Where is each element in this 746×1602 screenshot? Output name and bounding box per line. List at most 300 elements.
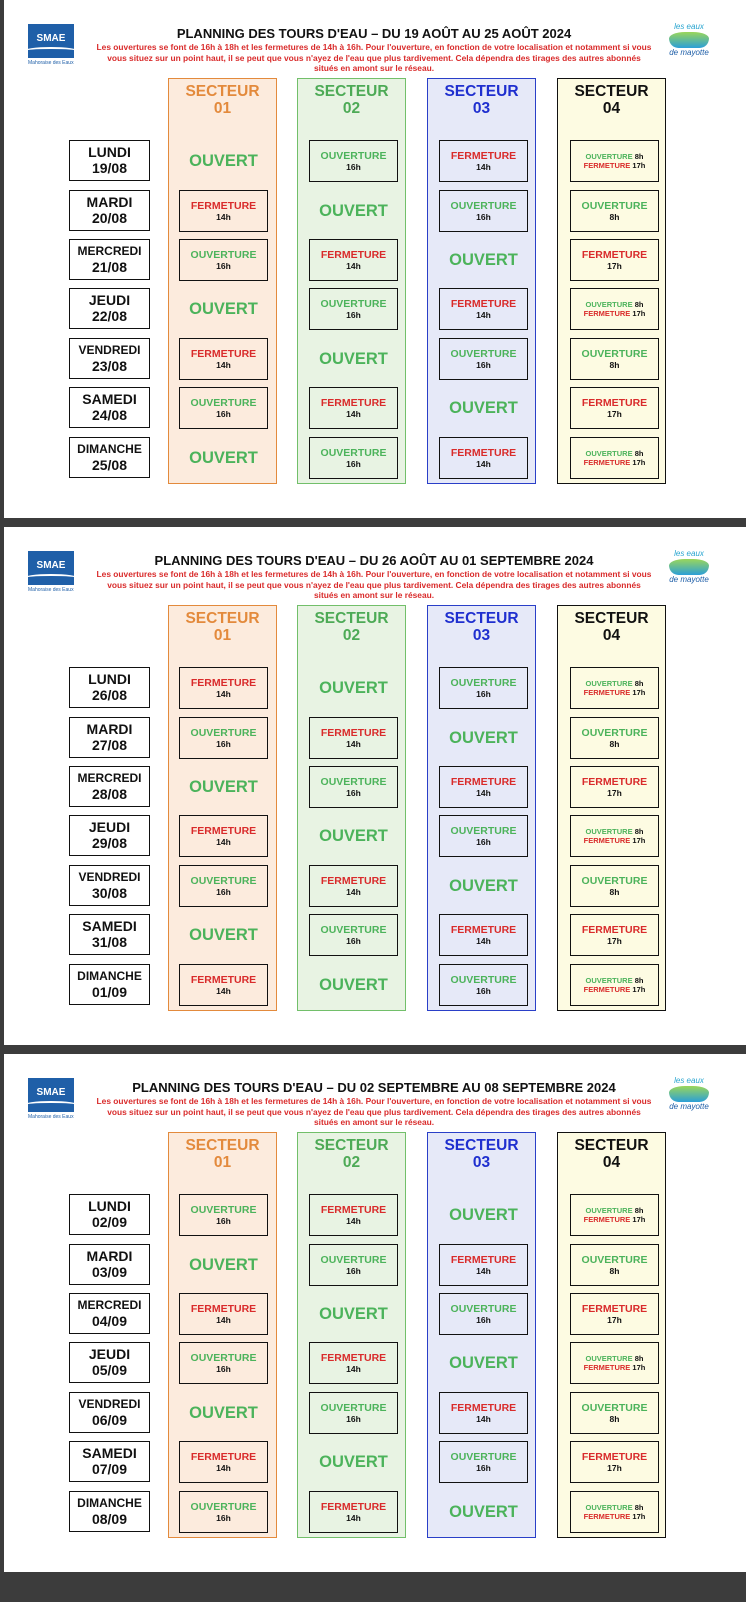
status-fermeture: FERMETURE [450, 923, 517, 936]
status-ouverture: OUVERTURE [585, 151, 633, 161]
status-open: OUVERT [449, 1502, 518, 1521]
status-fermeture: FERMETURE [583, 1214, 631, 1224]
wave-icon [669, 1086, 709, 1102]
sector-number: 03 [472, 1154, 491, 1171]
page-title: PLANNING DES TOURS D'EAU – DU 26 AOÛT AU 01 SEPTEMBRE 2024 [154, 553, 594, 568]
day-name: VENDREDI [78, 870, 141, 884]
day-label [69, 288, 150, 329]
status-line [571, 985, 658, 994]
day-date: 01/09 [91, 984, 128, 1000]
schedule-cell [570, 766, 659, 808]
status-time: 14h [216, 359, 231, 370]
status-fermeture: FERMETURE [583, 984, 631, 994]
status-fermeture: FERMETURE [581, 775, 648, 788]
sector-title: SECTEUR [314, 610, 389, 627]
sector-title: SECTEUR [314, 83, 389, 100]
status-line [571, 161, 658, 170]
day-name: VENDREDI [78, 343, 141, 357]
status-line [571, 309, 658, 318]
status-open: OUVERT [449, 876, 518, 895]
status-time: 8h [609, 738, 620, 749]
sector-number: 01 [213, 1154, 232, 1171]
day-name: DIMANCHE [77, 442, 142, 456]
logo-text-bottom: de mayotte [669, 48, 709, 57]
schedule-cell [570, 914, 659, 956]
status-time: 16h [346, 787, 361, 798]
status-ouverture: OUVERTURE [585, 678, 633, 688]
schedule-cell [439, 239, 528, 281]
status-line [571, 1363, 658, 1372]
status-open: OUVERT [319, 201, 388, 220]
status-fermeture: FERMETURE [450, 1401, 517, 1414]
status-ouverture: OUVERTURE [190, 726, 257, 739]
status-open: OUVERT [319, 975, 388, 994]
schedule-cell [439, 766, 528, 808]
schedule-cell [570, 1342, 659, 1384]
status-ouverture: OUVERTURE [450, 1302, 517, 1315]
schedule-cell [309, 1293, 398, 1335]
status-time: 14h [216, 688, 231, 699]
status-time: 17h [607, 1314, 622, 1325]
status-time: 14h [346, 1512, 361, 1523]
schedule-cell [309, 140, 398, 182]
status-ouverture: OUVERTURE [585, 975, 633, 985]
schedule-note: Les ouvertures se font de 16h à 18h et les fermetures de 14h à 16h. Pour l'ouverture, en fonction de votre localisation et notamment si vous vous situez sur un point haut, il se peut que vous n'ayez de l'eau que plus tardivement. Cela dépendra des tirages des autres abonnés situés en amont sur le réseau. [96, 569, 652, 600]
status-line [571, 976, 658, 985]
schedule-cell [570, 190, 659, 232]
sector-header [169, 83, 276, 117]
schedule-cell [179, 239, 268, 281]
schedule-cell [439, 190, 528, 232]
schedule-cell [439, 1194, 528, 1236]
status-time: 16h [476, 836, 491, 847]
wave-icon [669, 32, 709, 48]
status-fermeture: FERMETURE [320, 396, 387, 409]
page-title: PLANNING DES TOURS D'EAU – DU 19 AOÛT AU 25 AOÛT 2024 [176, 26, 572, 41]
day-label [69, 190, 150, 231]
status-time: 8h [634, 1353, 644, 1363]
status-ouverture: OUVERTURE [585, 1353, 633, 1363]
status-time: 17h [632, 1362, 646, 1372]
status-ouverture: OUVERTURE [581, 199, 648, 212]
schedule-cell [179, 437, 268, 479]
status-open: OUVERT [189, 1403, 258, 1422]
sector-title: SECTEUR [574, 1137, 649, 1154]
status-fermeture: FERMETURE [581, 248, 648, 261]
status-fermeture: FERMETURE [190, 1302, 257, 1315]
status-line [571, 827, 658, 836]
status-time: 14h [346, 1215, 361, 1226]
smae-logo [28, 24, 78, 66]
day-date: 22/08 [91, 308, 128, 324]
eaux-de-mayotte-logo [664, 549, 714, 584]
schedule-cell [439, 964, 528, 1006]
status-time: 16h [216, 1363, 231, 1374]
status-ouverture: OUVERTURE [320, 1253, 387, 1266]
planning-page [4, 1054, 746, 1572]
day-date: 24/08 [91, 407, 128, 423]
status-fermeture: FERMETURE [583, 687, 631, 697]
schedule-cell [179, 1491, 268, 1533]
status-time: 14h [476, 458, 491, 469]
schedule-cell [309, 667, 398, 709]
status-time: 16h [476, 1462, 491, 1473]
day-label [69, 1244, 150, 1285]
day-date: 04/09 [91, 1313, 128, 1329]
status-time: 14h [216, 1314, 231, 1325]
day-label [69, 667, 150, 708]
status-line [571, 679, 658, 688]
schedule-cell [439, 338, 528, 380]
schedule-cell [179, 190, 268, 232]
status-ouverture: OUVERTURE [585, 299, 633, 309]
schedule-cell [439, 1293, 528, 1335]
status-time: 17h [632, 160, 646, 170]
schedule-cell [179, 865, 268, 907]
status-fermeture: FERMETURE [583, 160, 631, 170]
logo-text-bottom: de mayotte [669, 575, 709, 584]
status-fermeture: FERMETURE [320, 1203, 387, 1216]
logo-text-bottom: de mayotte [669, 1102, 709, 1111]
schedule-cell [570, 288, 659, 330]
day-name: MARDI [86, 1248, 133, 1264]
smae-logo-subtitle: Mahoraise des Eaux [28, 587, 74, 593]
status-time: 16h [216, 1512, 231, 1523]
status-time: 14h [216, 985, 231, 996]
schedule-cell [309, 865, 398, 907]
status-time: 16h [476, 985, 491, 996]
schedule-cell [570, 437, 659, 479]
status-fermeture: FERMETURE [583, 1362, 631, 1372]
day-date: 02/09 [91, 1214, 128, 1230]
status-ouverture: OUVERTURE [320, 923, 387, 936]
sector-header [428, 1137, 535, 1171]
schedule-cell [309, 1194, 398, 1236]
status-ouverture: OUVERTURE [450, 199, 517, 212]
status-fermeture: FERMETURE [190, 199, 257, 212]
status-open: OUVERT [189, 925, 258, 944]
status-time: 14h [476, 787, 491, 798]
status-line [571, 688, 658, 697]
status-fermeture: FERMETURE [583, 835, 631, 845]
sector-header [298, 1137, 405, 1171]
planning-page [4, 0, 746, 518]
status-time: 14h [476, 1413, 491, 1424]
day-label [69, 1491, 150, 1532]
day-label [69, 1441, 150, 1482]
status-open: OUVERT [319, 678, 388, 697]
schedule-cell [439, 815, 528, 857]
schedule-cell [179, 140, 268, 182]
status-fermeture: FERMETURE [583, 308, 631, 318]
sector-header [169, 1137, 276, 1171]
status-line [571, 836, 658, 845]
status-line [571, 458, 658, 467]
status-time: 14h [216, 836, 231, 847]
schedule-cell [570, 1194, 659, 1236]
status-fermeture: FERMETURE [581, 1302, 648, 1315]
status-fermeture: FERMETURE [190, 824, 257, 837]
schedule-cell [179, 387, 268, 429]
status-time: 14h [346, 1363, 361, 1374]
logo-text-top: les eaux [674, 549, 704, 558]
status-fermeture: FERMETURE [450, 1253, 517, 1266]
status-open: OUVERT [449, 398, 518, 417]
day-name: MARDI [86, 194, 133, 210]
sector-header [428, 610, 535, 644]
status-time: 8h [609, 359, 620, 370]
schedule-cell [439, 1392, 528, 1434]
status-time: 8h [634, 1502, 644, 1512]
day-label [69, 1392, 150, 1433]
schedule-cell [570, 140, 659, 182]
schedule-cell [439, 1441, 528, 1483]
eaux-de-mayotte-logo [664, 1076, 714, 1111]
schedule-cell [439, 288, 528, 330]
status-open: OUVERT [189, 777, 258, 796]
status-ouverture: OUVERTURE [581, 1401, 648, 1414]
status-fermeture: FERMETURE [583, 457, 631, 467]
status-time: 14h [346, 408, 361, 419]
smae-logo-mark: SMAE [28, 24, 74, 58]
status-ouverture: OUVERTURE [450, 676, 517, 689]
status-time: 16h [346, 1413, 361, 1424]
status-fermeture: FERMETURE [320, 1500, 387, 1513]
status-fermeture: FERMETURE [583, 1511, 631, 1521]
status-time: 17h [632, 1214, 646, 1224]
schedule-cell [179, 1342, 268, 1384]
schedule-cell [439, 1491, 528, 1533]
sector-title: SECTEUR [574, 610, 649, 627]
day-label [69, 1194, 150, 1235]
status-time: 14h [476, 161, 491, 172]
day-label [69, 239, 150, 280]
status-time: 17h [607, 787, 622, 798]
day-label [69, 865, 150, 906]
schedule-cell [309, 717, 398, 759]
schedule-cell [179, 1293, 268, 1335]
status-ouverture: OUVERTURE [585, 826, 633, 836]
status-time: 16h [346, 309, 361, 320]
schedule-cell [309, 338, 398, 380]
schedule-cell [570, 239, 659, 281]
sector-number: 02 [342, 100, 361, 117]
status-ouverture: OUVERTURE [581, 874, 648, 887]
status-fermeture: FERMETURE [581, 923, 648, 936]
day-label [69, 338, 150, 379]
status-time: 17h [632, 687, 646, 697]
sector-title: SECTEUR [185, 610, 260, 627]
day-date: 31/08 [91, 934, 128, 950]
status-open: OUVERT [319, 1452, 388, 1471]
schedule-cell [309, 437, 398, 479]
status-fermeture: FERMETURE [190, 1450, 257, 1463]
status-time: 17h [632, 457, 646, 467]
status-ouverture: OUVERTURE [190, 874, 257, 887]
wave-icon [669, 559, 709, 575]
schedule-cell [439, 865, 528, 907]
sector-number: 01 [213, 100, 232, 117]
sector-header [169, 610, 276, 644]
status-time: 14h [216, 211, 231, 222]
status-time: 8h [609, 1265, 620, 1276]
status-time: 14h [476, 935, 491, 946]
status-time: 16h [216, 408, 231, 419]
status-time: 14h [346, 886, 361, 897]
schedule-cell [309, 815, 398, 857]
status-time: 16h [346, 1265, 361, 1276]
schedule-cell [570, 865, 659, 907]
schedule-cell [439, 437, 528, 479]
schedule-cell [309, 914, 398, 956]
status-time: 17h [632, 308, 646, 318]
sector-number: 03 [472, 627, 491, 644]
status-ouverture: OUVERTURE [585, 448, 633, 458]
schedule-cell [179, 1244, 268, 1286]
day-label [69, 1342, 150, 1383]
status-ouverture: OUVERTURE [585, 1502, 633, 1512]
status-time: 14h [346, 260, 361, 271]
logo-text-top: les eaux [674, 1076, 704, 1085]
status-fermeture: FERMETURE [581, 396, 648, 409]
schedule-cell [570, 1293, 659, 1335]
day-date: 28/08 [91, 786, 128, 802]
status-fermeture: FERMETURE [450, 149, 517, 162]
status-fermeture: FERMETURE [190, 973, 257, 986]
schedule-cell [570, 815, 659, 857]
status-time: 17h [632, 984, 646, 994]
sector-number: 01 [213, 627, 232, 644]
status-time: 16h [346, 458, 361, 469]
status-ouverture: OUVERTURE [190, 396, 257, 409]
sector-number: 02 [342, 627, 361, 644]
schedule-cell [570, 1441, 659, 1483]
schedule-cell [570, 338, 659, 380]
schedule-cell [309, 1491, 398, 1533]
sector-number: 03 [472, 100, 491, 117]
day-name: LUNDI [88, 144, 131, 160]
smae-logo [28, 1078, 78, 1120]
status-line [571, 1215, 658, 1224]
status-ouverture: OUVERTURE [320, 297, 387, 310]
status-ouverture: OUVERTURE [581, 1253, 648, 1266]
day-name: DIMANCHE [77, 1496, 142, 1510]
day-name: JEUDI [88, 819, 131, 835]
day-label [69, 914, 150, 955]
sector-number: 04 [602, 1154, 621, 1171]
status-fermeture: FERMETURE [450, 446, 517, 459]
status-time: 8h [609, 211, 620, 222]
sector-title: SECTEUR [574, 83, 649, 100]
status-time: 8h [634, 448, 644, 458]
status-time: 8h [634, 151, 644, 161]
day-name: LUNDI [88, 1198, 131, 1214]
schedule-cell [179, 717, 268, 759]
schedule-note: Les ouvertures se font de 16h à 18h et les fermetures de 14h à 16h. Pour l'ouverture, en fonction de votre localisation et notamment si vous vous situez sur un point haut, il se peut que vous n'ayez de l'eau que plus tardivement. Cela dépendra des tirages des autres abonnés situés en amont sur le réseau. [96, 42, 652, 73]
status-open: OUVERT [449, 1205, 518, 1224]
schedule-cell [179, 1194, 268, 1236]
status-ouverture: OUVERTURE [320, 446, 387, 459]
sector-title: SECTEUR [314, 1137, 389, 1154]
day-date: 06/09 [91, 1412, 128, 1428]
status-line [571, 1512, 658, 1521]
status-time: 8h [634, 826, 644, 836]
status-time: 16h [476, 359, 491, 370]
status-time: 17h [607, 935, 622, 946]
schedule-cell [309, 1244, 398, 1286]
status-fermeture: FERMETURE [450, 297, 517, 310]
sector-title: SECTEUR [444, 610, 519, 627]
status-ouverture: OUVERTURE [450, 1450, 517, 1463]
status-ouverture: OUVERTURE [190, 1500, 257, 1513]
day-name: JEUDI [88, 1346, 131, 1362]
sector-title: SECTEUR [444, 1137, 519, 1154]
status-fermeture: FERMETURE [190, 676, 257, 689]
day-label [69, 387, 150, 428]
schedule-note: Les ouvertures se font de 16h à 18h et les fermetures de 14h à 16h. Pour l'ouverture, en fonction de votre localisation et notamment si vous vous situez sur un point haut, il se peut que vous n'ayez de l'eau que plus tardivement. Cela dépendra des tirages des autres abonnés situés en amont sur le réseau. [96, 1096, 652, 1127]
status-fermeture: FERMETURE [320, 1351, 387, 1364]
status-time: 16h [216, 260, 231, 271]
smae-logo-subtitle: Mahoraise des Eaux [28, 60, 74, 66]
day-label [69, 815, 150, 856]
status-line [571, 1206, 658, 1215]
schedule-cell [439, 667, 528, 709]
day-date: 25/08 [91, 457, 128, 473]
day-date: 05/09 [91, 1362, 128, 1378]
sector-number: 04 [602, 627, 621, 644]
status-line [571, 152, 658, 161]
day-date: 07/09 [91, 1461, 128, 1477]
schedule-cell [570, 1244, 659, 1286]
schedule-cell [179, 667, 268, 709]
status-fermeture: FERMETURE [581, 1450, 648, 1463]
day-label [69, 437, 150, 478]
sector-header [298, 610, 405, 644]
day-date: 23/08 [91, 358, 128, 374]
day-name: DIMANCHE [77, 969, 142, 983]
status-time: 16h [346, 935, 361, 946]
sector-title: SECTEUR [444, 83, 519, 100]
day-date: 30/08 [91, 885, 128, 901]
sector-header [558, 610, 665, 644]
status-line [571, 300, 658, 309]
day-name: JEUDI [88, 292, 131, 308]
day-date: 29/08 [91, 835, 128, 851]
sector-title: SECTEUR [185, 83, 260, 100]
day-name: MARDI [86, 721, 133, 737]
day-date: 20/08 [91, 210, 128, 226]
status-time: 8h [634, 678, 644, 688]
sector-number: 04 [602, 100, 621, 117]
schedule-cell [570, 387, 659, 429]
status-ouverture: OUVERTURE [450, 347, 517, 360]
schedule-cell [179, 964, 268, 1006]
sector-header [558, 1137, 665, 1171]
status-time: 8h [609, 886, 620, 897]
status-open: OUVERT [189, 448, 258, 467]
status-time: 17h [632, 1511, 646, 1521]
day-date: 19/08 [91, 160, 128, 176]
day-name: MERCREDI [77, 1298, 142, 1312]
status-open: OUVERT [449, 1353, 518, 1372]
status-fermeture: FERMETURE [320, 874, 387, 887]
status-time: 16h [476, 1314, 491, 1325]
schedule-cell [309, 288, 398, 330]
schedule-cell [179, 766, 268, 808]
schedule-cell [309, 1342, 398, 1384]
status-time: 16h [476, 688, 491, 699]
status-open: OUVERT [449, 728, 518, 747]
